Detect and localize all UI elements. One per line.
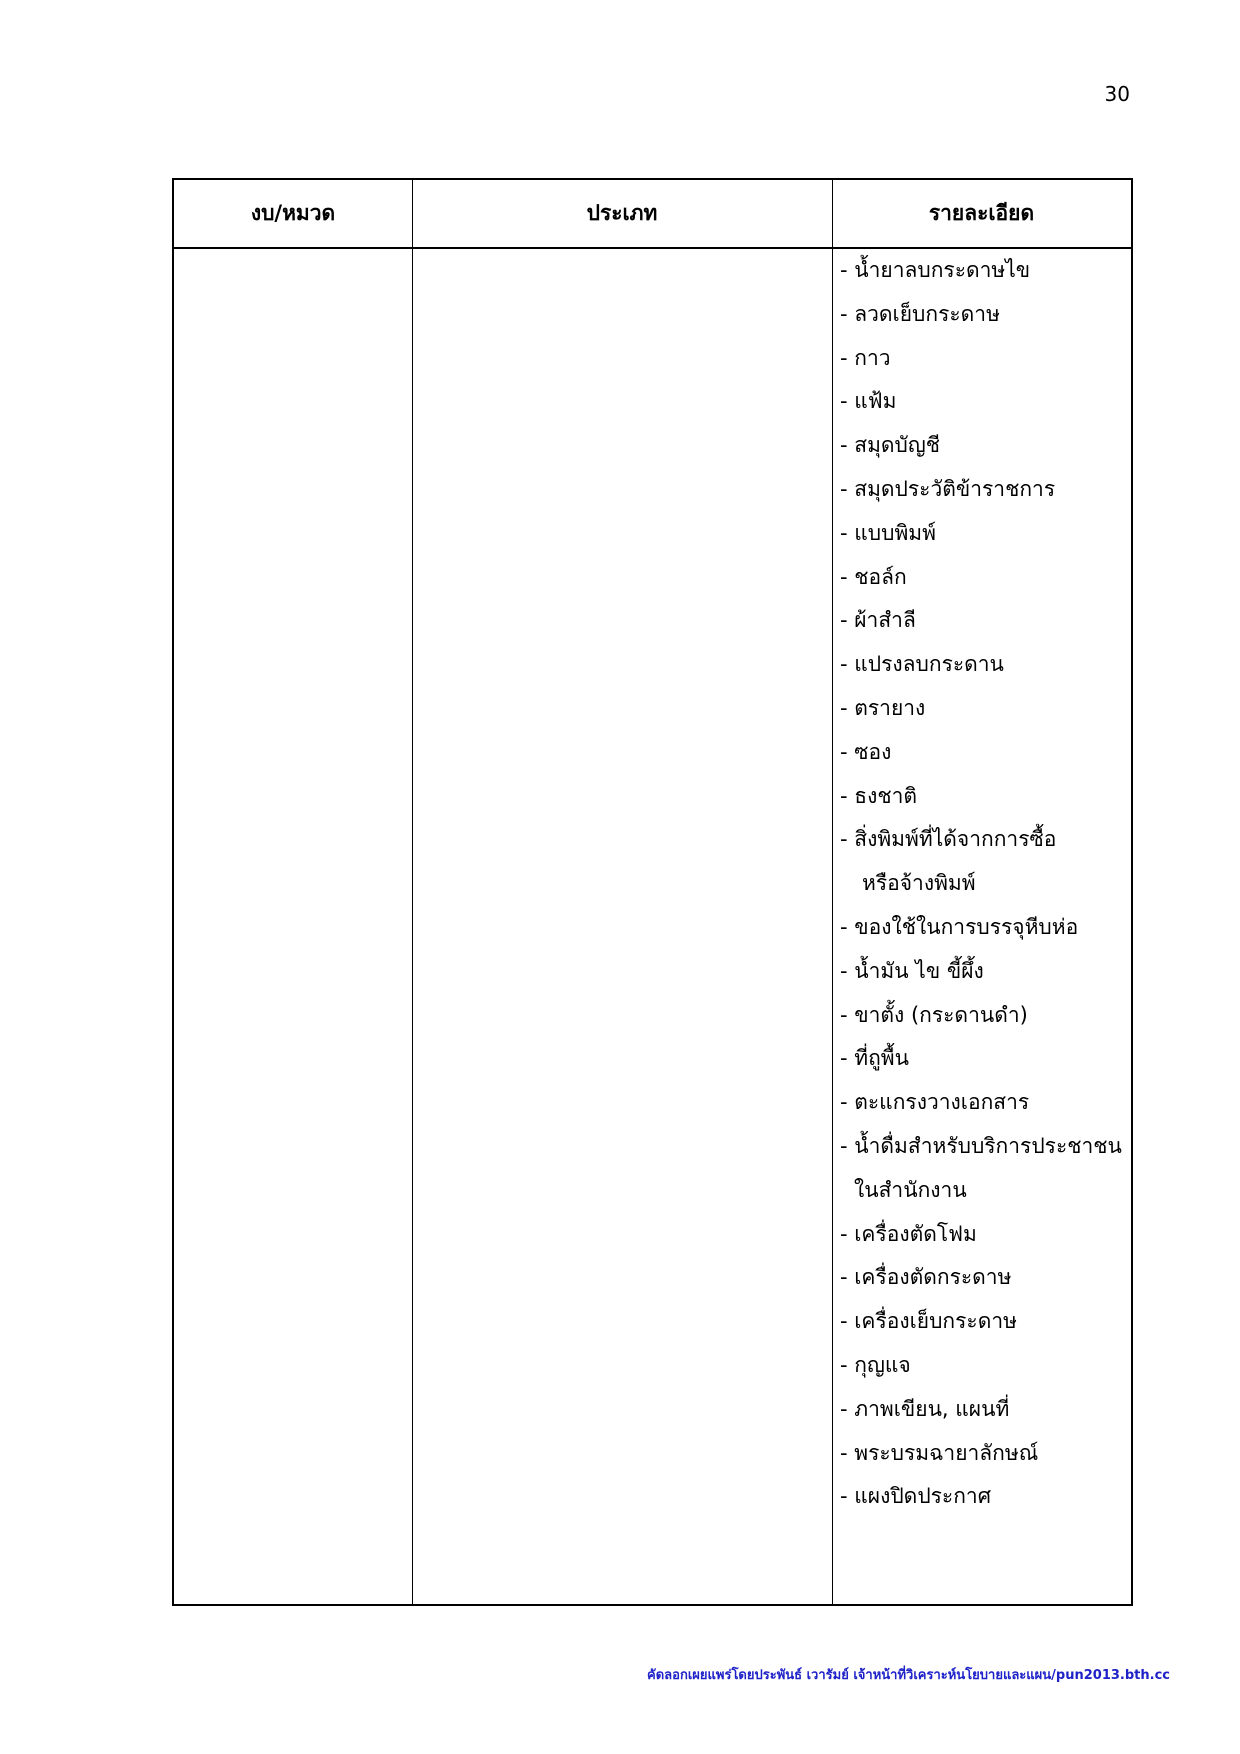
detail-item: - แฟ้ม [840,389,897,414]
detail-item: - เครื่องเย็บกระดาษ [840,1309,1017,1334]
detail-item: - กุญแจ [840,1352,911,1377]
header-budget-category: งบ/หมวด [250,201,336,225]
detail-item: - สมุดประวัติข้าราชการ [840,476,1056,501]
detail-item: - สมุดบัญชี [840,433,941,458]
detail-item: - กาว [840,345,891,370]
detail-item: - แปรงลบกระดาน [840,652,1004,677]
detail-item-continuation: ในสำนักงาน [854,1177,967,1202]
detail-item: - ลวดเย็บกระดาษ [840,301,1000,326]
detail-item: - ผ้าสำลี [840,608,916,633]
details-column [832,249,1131,1519]
detail-item: - ของใช้ในการบรรจุหีบห่อ [840,914,1079,939]
detail-item: - ซอง [840,739,892,764]
detail-item: - สิ่งพิมพ์ที่ได้จากการซื้อ [840,827,1057,852]
detail-item: - น้ำดื่มสำหรับบริการประชาชน [840,1133,1122,1158]
detail-item: - ตะแกรงวางเอกสาร [840,1090,1030,1115]
footer-credit: คัดลอกเผยแพร่โดยประพันธ์ เวารัมย์ เจ้าหน้าที่วิเคราะห์นโยบายและแผน/pun2013.bth.cc [647,1668,1170,1683]
detail-item: - เครื่องตัดกระดาษ [840,1265,1012,1290]
detail-item: - พระบรมฉายาลักษณ์ [840,1440,1039,1465]
table-header-row [174,180,1131,249]
header-details: รายละเอียด [928,201,1035,225]
detail-item: - แผงปิดประกาศ [840,1484,992,1509]
detail-item: - น้ำมัน ไข ขี้ผึ้ง [840,958,984,983]
detail-item: - แบบพิมพ์ [840,520,936,545]
detail-item-continuation: หรือจ้างพิมพ์ [862,871,976,896]
detail-item: - น้ำยาลบกระดาษไข [840,258,1031,282]
column-divider-1 [412,180,413,1604]
detail-item: - เครื่องตัดโฟม [840,1221,977,1246]
detail-item: - ขาตั้ง (กระดานดำ) [840,1002,1028,1027]
detail-item: - ตรายาง [840,695,926,720]
detail-item: - ชอล์ก [840,564,907,589]
detail-item: - ภาพเขียน, แผนที่ [840,1396,1010,1421]
header-type: ประเภท [586,201,658,225]
detail-item: - ธงชาติ [840,783,918,808]
page-number: 30 [1104,82,1130,106]
budget-category-table [172,178,1133,1606]
detail-item: - ที่ถูพื้น [840,1046,910,1071]
